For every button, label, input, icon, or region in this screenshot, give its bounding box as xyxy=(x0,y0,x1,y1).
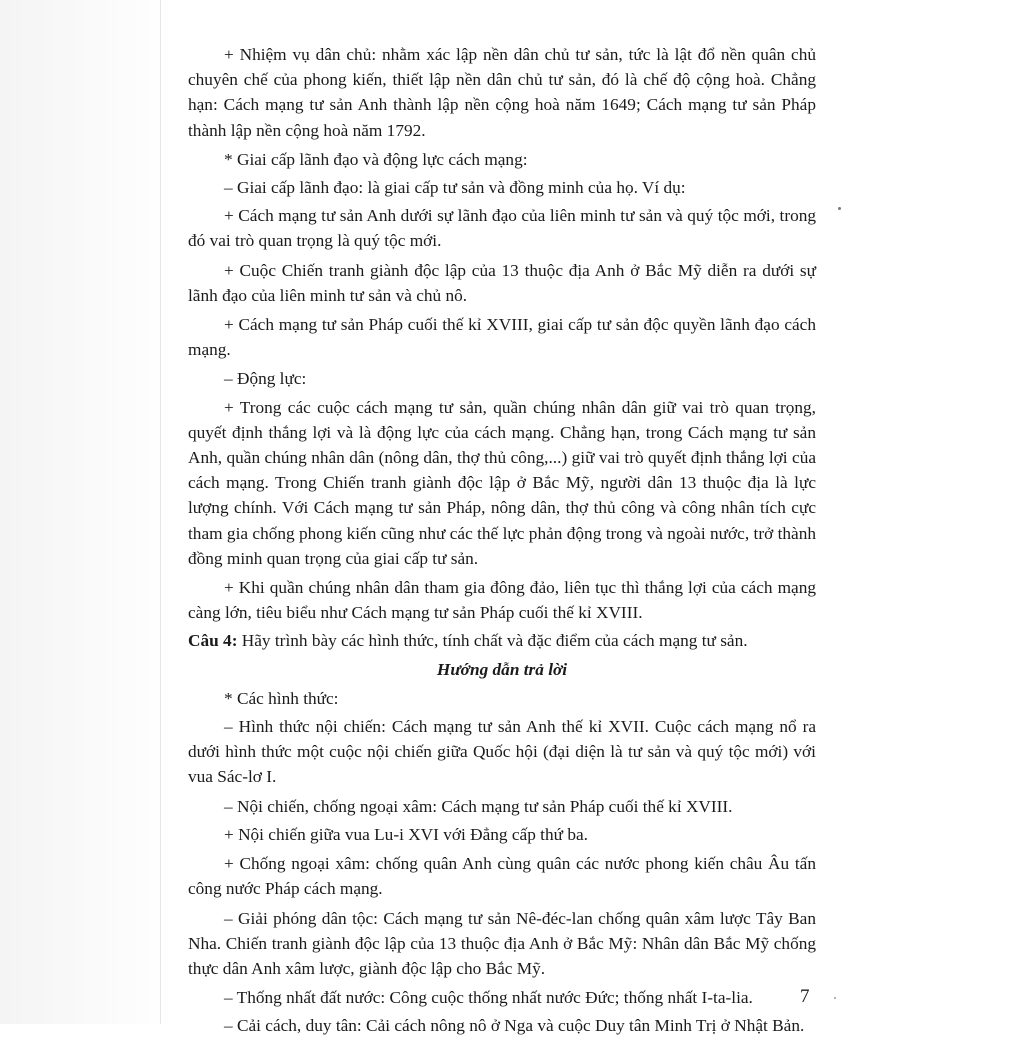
ink-speck xyxy=(838,207,841,210)
paragraph-masses-role: + Trong các cuộc cách mạng tư sản, quần chúng nhân dân giữ vai trò quan trọng, quyết định thắng lợi và là động lực của cách mạng. Chẳng hạn, trong Cách mạng tư sản Anh, quần chúng nhân dân (nông dân, thợ thủ công,...) giữ vai trò quyết định thắng lợi của cách mạng. Trong Chiến tranh giành độc lập ở Bắc Mỹ, người dân 13 thuộc địa là lực lượng chính. Với Cách mạng tư sản Pháp, nông dân, thợ thủ công và công nhân tích cực tham gia chống phong kiến cũng như các thế lực phản động trong và ngoài nước, trở thành đồng minh quan trọng của giai cấp tư sản. xyxy=(188,397,816,568)
answer-guide-heading: Hướng dẫn trả lời xyxy=(436,659,568,679)
page-number: 7 xyxy=(800,986,810,1007)
paragraph-unification: – Thống nhất đất nước: Công cuộc thống nhất nước Đức; thống nhất I-ta-lia. xyxy=(224,988,753,1008)
paragraph-forms-heading: * Các hình thức: xyxy=(224,688,339,708)
paragraph-reform: – Cải cách, duy tân: Cải cách nông nô ở Nga và cuộc Duy tân Minh Trị ở Nhật Bản. xyxy=(224,1016,805,1036)
question-label: Câu 4: xyxy=(188,631,238,651)
document-page-body xyxy=(188,42,816,1042)
page-binding-shadow xyxy=(0,0,175,1024)
paragraph-national-liberation: – Giải phóng dân tộc: Cách mạng tư sản Nê-đéc-lan chống quân xâm lược Tây Ban Nha. Chiến tranh giành độc lập của 13 thuộc địa Anh ở Bắc Mỹ: Nhân dân Bắc Mỹ chống thực dân Anh xâm lược, giành độc lập cho Bắc Mỹ. xyxy=(188,908,816,978)
paragraph-french-revolution: + Cách mạng tư sản Pháp cuối thế kỉ XVIII, giai cấp tư sản độc quyền lãnh đạo cách mạng. xyxy=(188,315,816,360)
paragraph-louis-xvi: + Nội chiến giữa vua Lu-i XVI với Đẳng cấp thứ ba. xyxy=(224,824,588,844)
paragraph-democratic-task: + Nhiệm vụ dân chủ: nhằm xác lập nền dân chủ tư sản, tức là lật đổ nền quân chủ chuyên chế của phong kiến, thiết lập nền dân chủ tư sản, đó là chế độ cộng hoà. Chẳng hạn: Cách mạng tư sản Anh thành lập nền cộng hoà năm 1649; Cách mạng tư sản Pháp thành lập nền cộng hoà năm 1792. xyxy=(188,45,816,140)
paragraph-anti-invasion: + Chống ngoại xâm: chống quân Anh cùng quân các nước phong kiến châu Âu tấn công nước Pháp cách mạng. xyxy=(188,854,816,899)
question-4 xyxy=(188,628,816,653)
paragraph-leading-class: – Giai cấp lãnh đạo: là giai cấp tư sản và đồng minh của họ. Ví dụ: xyxy=(224,178,686,198)
ink-speck xyxy=(834,997,836,999)
question-text: Hãy trình bày các hình thức, tính chất và đặc điểm của cách mạng tư sản. xyxy=(237,631,748,651)
paragraph-leadership-heading: * Giai cấp lãnh đạo và động lực cách mạng: xyxy=(224,149,528,169)
paragraph-civil-war-form: – Hình thức nội chiến: Cách mạng tư sản Anh thế kỉ XVII. Cuộc cách mạng nổ ra dưới hình thức một cuộc nội chiến giữa Quốc hội (đại diện là tư sản và quý tộc mới) với vua Sác-lơ I. xyxy=(188,717,816,787)
paragraph-english-revolution: + Cách mạng tư sản Anh dưới sự lãnh đạo của liên minh tư sản và quý tộc mới, trong đó vai trò quan trọng là quý tộc mới. xyxy=(188,206,816,251)
paragraph-american-war: + Cuộc Chiến tranh giành độc lập của 13 thuộc địa Anh ở Bắc Mỹ diễn ra dưới sự lãnh đạo của liên minh tư sản và chủ nô. xyxy=(188,260,816,305)
paragraph-driving-force-heading: – Động lực: xyxy=(224,369,307,389)
paragraph-masses-participation: + Khi quần chúng nhân dân tham gia đông đảo, liên tục thì thắng lợi của cách mạng càng lớn, tiêu biểu như Cách mạng tư sản Pháp cuối thế kỉ XVIII. xyxy=(188,578,816,623)
paragraph-civil-war-anti-invasion: – Nội chiến, chống ngoại xâm: Cách mạng tư sản Pháp cuối thế kỉ XVIII. xyxy=(224,796,733,816)
page-gutter-line xyxy=(160,0,161,1024)
